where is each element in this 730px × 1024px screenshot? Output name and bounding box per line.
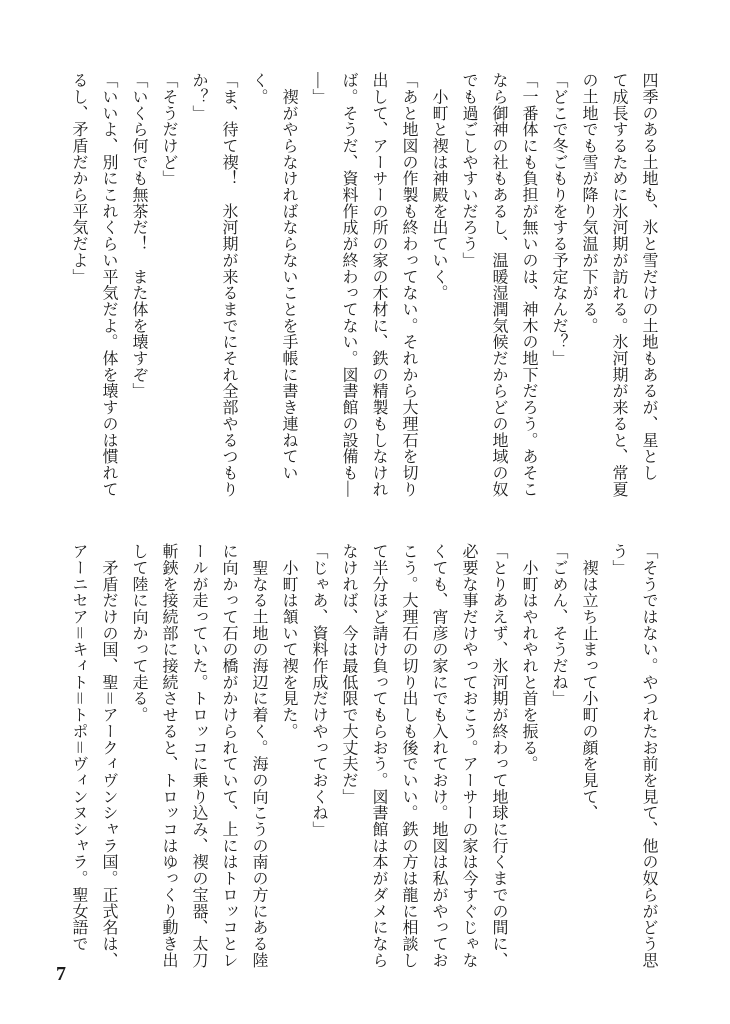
text-column: 「じゃあ、資料作成だけやっておくね」 [310, 543, 327, 838]
text-column: 「ごめん、そうだね」 [550, 543, 567, 707]
text-column: 「いいよ、別にこれくらい平気だよ。体を壊すのは慣れて [100, 72, 117, 498]
text-column: ールが走っていた。トロッコに乗り込み、禊の宝器、太刀 [190, 543, 207, 969]
text-column: 四季のある土地も、氷と雪だけの土地もあるが、星とし [640, 72, 657, 481]
text-column: 出して、アーサーの所の家の木材に、鉄の精製もしなけれ [370, 72, 387, 498]
text-column: なら御神の社もあるし、温暖湿潤気候だからどの地域の奴 [490, 72, 507, 498]
top-text-block [63, 72, 663, 504]
text-column: て成長するために氷河期が訪れる。氷河期が来ると、常夏 [610, 72, 627, 498]
text-column: 禊がやらなければならないことを手帳に書き連ねてい [280, 72, 297, 481]
text-column: の土地でも雪が降り気温が下がる。 [580, 72, 597, 334]
text-column: 「そうではない。やつれたお前を見て、他の奴らがどう思 [640, 543, 657, 969]
text-column: 「どこで冬ごもりをする予定なんだ？」 [550, 72, 567, 367]
text-column: くても、宵彦の家にでも入れておけ。地図は私がやってお [430, 543, 447, 969]
text-column: 「いくら何でも無茶だ！ また体を壊すぞ」 [130, 72, 147, 399]
text-column: 矛盾だけの国、聖＝アークィヴンシャラ国。正式名は、 [100, 543, 117, 969]
bottom-text-block [63, 543, 663, 975]
text-column: 禊は立ち止まって小町の顔を見て、 [580, 543, 597, 821]
text-column: こう。大理石の切り出しも後でいい。鉄の方は龍に相談し [400, 543, 417, 969]
text-column: アーニセア＝キィト＝トポ＝ヴィンヌシャラ。聖女語で [70, 543, 87, 952]
text-column: 「とりあえず、氷河期が終わって地球に行くまでの間に、 [490, 543, 507, 969]
text-column: なければ、今は最低限で大丈夫だ」 [340, 543, 357, 805]
text-column: 小町は頷いて禊を見た。 [280, 543, 297, 740]
page-number: 7 [56, 963, 66, 985]
text-column: 「あと地図の作製も終わってない。それから大理石を切り [400, 72, 417, 498]
text-column: か？」 [190, 72, 207, 122]
text-column: でも過ごしやすいだろう」 [460, 72, 477, 269]
text-column: 「そうだけど」 [160, 72, 177, 187]
text-column: 小町と禊は神殿を出ていく。 [430, 72, 447, 301]
text-column: て半分ほど請け負ってもらおう。図書館は本がダメになら [370, 543, 387, 969]
text-column: 聖なる土地の海辺に着く。海の向こうの南の方にある陸 [250, 543, 267, 969]
text-column: 「ま、待て禊！ 氷河期が来るまでにそれ全部やるつもり [220, 72, 237, 498]
text-column: く。 [250, 72, 267, 105]
text-column: う」 [610, 543, 627, 576]
text-column: ば。そうだ、資料作成が終わってない。図書館の設備も― [340, 72, 357, 498]
text-column: 「一番体にも負担が無いのは、神木の地下だろう。あそこ [520, 72, 537, 498]
text-column: 必要な事だけやっておこう。アーサーの家は今すぐじゃな [460, 543, 477, 969]
text-column: るし、矛盾だから平気だよ」 [70, 72, 87, 285]
text-column: 小町はやれやれと首を振る。 [520, 543, 537, 772]
text-column: に向かって石の橋がかけられていて、上にはトロッコとレ [220, 543, 237, 969]
text-column: して陸に向かって走る。 [130, 543, 147, 723]
text-column: 斬鋏を接続部に接続させると、トロッコはゆっくり動き出 [160, 543, 177, 969]
text-column: ―」 [310, 72, 327, 105]
